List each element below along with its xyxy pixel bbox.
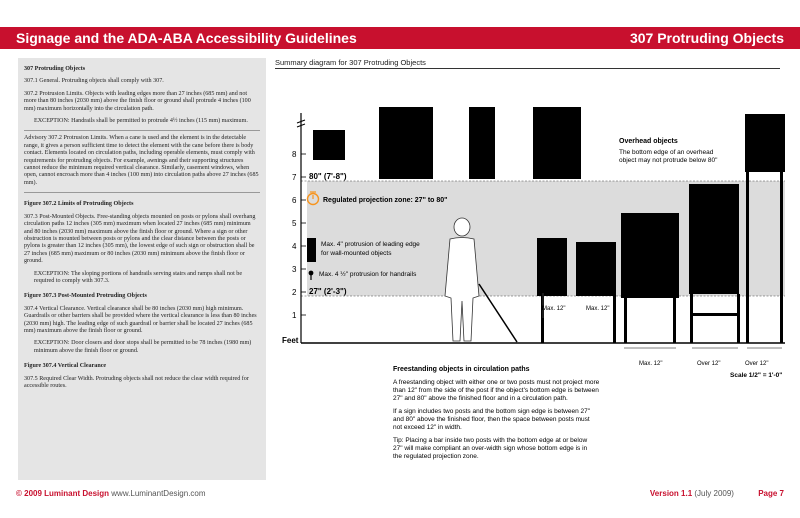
tick-label-4: 4 <box>292 242 297 251</box>
figure-307-2: Figure 307.2 Limits of Protruding Objects <box>24 201 134 208</box>
divider <box>24 130 260 131</box>
overhead-title: Overhead objects <box>619 138 678 145</box>
para-307-3: 307.3 Post-Mounted Objects. Free-standing objects mounted on posts or pylons shall overhang circulation paths 12 inches (305 mm) maximum when located 27 inches (685 mm) minimum and 80 inches (2030 mm) maximum above the finish floor or ground. Where a sign or other obstruction is mounted between posts or pylons and the clear distance between the posts or pylons is greater than 12 inches (305 mm), the lowest edge of such sign or obstruction shall be 27 inches (685 mm) maximum or 80 inches (2030 mm) minimum above the finish floor or ground. <box>24 213 256 265</box>
freestanding-sign-2 <box>576 242 616 343</box>
scale-label: Scale 1/2" = 1'-0" <box>730 372 783 379</box>
free-p1-line3: 27" and 80" above the finished floor and in a circulation path. <box>393 395 568 402</box>
wall-mounted-object <box>307 238 316 262</box>
free-title: Freestanding objects in circulation paths <box>393 366 530 373</box>
tick-label-8: 8 <box>292 150 297 159</box>
free-p1-line1: A freestanding object with either one or two posts must not project more <box>393 379 600 386</box>
overhead-object-wide <box>533 107 581 179</box>
free-p3-line3: the regulated projection zone. <box>393 453 479 460</box>
freestanding-sign-3 <box>621 213 679 343</box>
version-text: Version 1.1 <box>649 489 693 498</box>
free-p2-line1: If a sign includes two posts and the bottom sign edge is between 27" <box>393 408 591 415</box>
para-307-2: 307.2 Protrusion Limits. Objects with leading edges more than 27 inches (685 mm) and not more than 80 inches (2030 mm) above the finish floor or ground shall protrude 4 inches (100 mm) maximum horizontally into the circulation path. <box>24 90 251 112</box>
footer-copyright <box>16 489 206 498</box>
overhead-object-tall <box>379 107 433 179</box>
free-p3-line1: Tip: Placing a bar inside two posts with the bottom edge at or below <box>393 437 588 444</box>
section-title: 307 Protruding Objects <box>629 30 784 46</box>
overhead-object-small <box>313 130 345 160</box>
wall-text-line2: for wall-mounted objects <box>321 250 392 257</box>
tick-marks <box>301 154 306 315</box>
page-number: Page 7 <box>758 489 784 498</box>
tick-label-3: 3 <box>292 265 297 274</box>
max12-label-3: Max. 12" <box>639 361 663 367</box>
over12-label-2: Over 12" <box>745 361 769 367</box>
free-p2-line3: not exceed 12" in width. <box>393 424 462 431</box>
figure-307-4: Figure 307.4 Vertical Clearance <box>24 363 107 370</box>
max12-label-2: Max. 12" <box>586 306 610 312</box>
free-p2-line2: and 80" above the finished floor, then the space between posts must <box>393 416 590 423</box>
para-307-5: 307.5 Required Clear Width. Protruding objects shall not reduce the clear width required for accessible routes. <box>24 375 249 389</box>
diagram-title: Summary diagram for 307 Protruding Objects <box>275 58 426 67</box>
exception-307-3: EXCEPTION: The sloping portions of handrails serving stairs and ramps shall not be required to comply with 307.3. <box>34 270 243 284</box>
tick-label-1: 1 <box>292 311 297 320</box>
tick-label-7: 7 <box>292 173 297 182</box>
footer-version <box>650 489 784 498</box>
advisory-307-2: Advisory 307.2 Protrusion Limits. When a cane is used and the element is in the detectable range, it gives a person sufficient time to detect the element with the cane before there is body contact. Elements located on circulation paths, including operable elements, must comply with requirements for protruding objects. For example, awnings and their supporting structures cannot reduce the minimum required vertical clearance. Similarly, casement windows, when open, cannot encroach more than 4 inches (100 mm) into circulation paths above 27 inches (685 mm). <box>24 135 259 186</box>
freestanding-sign-1 <box>537 238 567 343</box>
over12-label-1: Over 12" <box>697 361 721 367</box>
para-307-4: 307.4 Vertical Clearance. Vertical clearance shall be 80 inches (2030 mm) high minimum. Guardrails or other barriers shall be provided where the vertical clearance is less than 80 inches (2030 mm) high. The leading edge of such guardrail or barrier shall be located 27 inches (685 mm) maximum above the finish floor or ground. <box>24 305 257 334</box>
overhead-object-narrow <box>469 107 495 179</box>
code-text-panel <box>18 58 266 480</box>
exception-307-4: EXCEPTION: Door closers and door stops shall be permitted to be 78 inches (1980 mm) minimum above the finish floor or ground. <box>34 340 252 354</box>
divider <box>24 192 260 193</box>
feet-label: Feet <box>282 336 299 345</box>
overhead-text-line2: object may not protrude below 80" <box>619 157 718 164</box>
tick-label-2: 2 <box>292 288 297 297</box>
label-27-inches: 27" (2'-3") <box>309 287 347 296</box>
diagram-svg <box>275 58 785 480</box>
para-307-1: 307.1 General. Protruding objects shall comply with 307. <box>24 78 164 85</box>
overhead-text-line1: The bottom edge of an overhead <box>619 149 714 156</box>
free-p3-line2: 27" will make compliant an over-width sign whose bottom edge is in <box>393 445 588 452</box>
max12-label-1: Max. 12" <box>542 306 566 312</box>
exception-307-2: EXCEPTION: Handrails shall be permitted to protrude 4½ inches (115 mm) maximum. <box>34 118 248 125</box>
summary-diagram <box>275 58 785 480</box>
tick-label-6: 6 <box>292 196 297 205</box>
zone-label: Regulated projection zone: 27" to 80" <box>323 197 448 204</box>
label-80-inches: 80" (7'-8") <box>309 172 347 181</box>
copyright-text: © 2009 Luminant Design <box>16 489 110 498</box>
page-header <box>0 0 800 50</box>
footer-url[interactable]: www.LuminantDesign.com <box>111 489 206 498</box>
handrail-text: Max. 4 ½" protrusion for handrails <box>319 271 417 278</box>
version-date: (July 2009) <box>694 489 734 498</box>
wall-text-line1: Max. 4" protrusion of leading edge <box>321 241 420 248</box>
heading-307: 307 Protruding Objects <box>24 66 86 72</box>
freestanding-sign-4 <box>689 184 740 343</box>
tick-label-5: 5 <box>292 219 297 228</box>
free-p1-line2: than 12" from the side of the post if the object's bottom edge is between <box>393 387 599 394</box>
figure-307-3: Figure 307.3 Post-Mounted Protruding Objects <box>24 293 147 300</box>
document-title: Signage and the ADA-ABA Accessibility Guidelines <box>16 30 357 46</box>
